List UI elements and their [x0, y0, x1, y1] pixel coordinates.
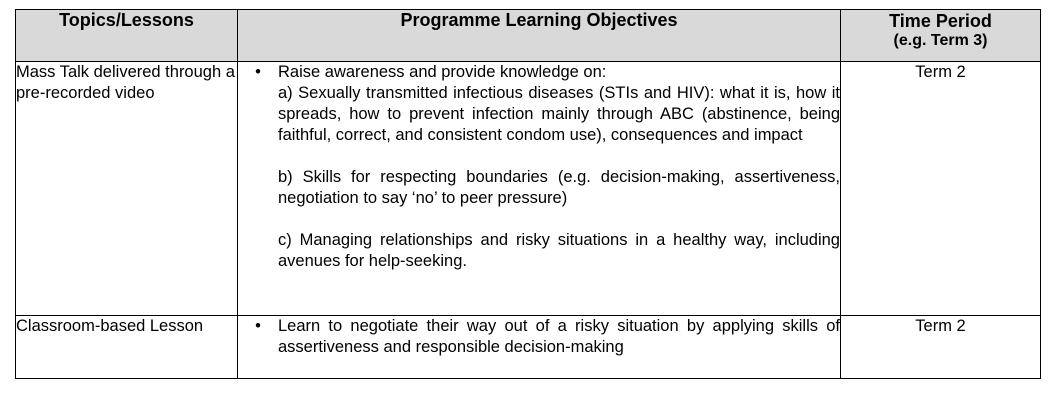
bullet-icon: •: [255, 63, 261, 81]
objective-body: [278, 62, 840, 272]
topic-cell: Mass Talk delivered through a pre-recorded video: [16, 62, 238, 316]
objective-sub-item-b: b) Skills for respecting boundaries (e.g. decision-making, assertiveness, negotiation to say ‘no’ to peer pressure): [278, 168, 840, 207]
objective-sub-item-c: c) Managing relationships and risky situations in a healthy way, including avenues for help-seeking.: [278, 231, 840, 270]
objective-bullet-item: [238, 62, 840, 272]
objective-bullet-item: [238, 316, 840, 358]
objective-cell: [238, 62, 841, 316]
table-row: [16, 62, 1041, 316]
objective-cell: [238, 316, 841, 379]
table-row: [16, 316, 1041, 379]
lesson-plan-table: [15, 9, 1041, 379]
table-header-row: [16, 10, 1041, 62]
topic-cell: Classroom-based Lesson: [16, 316, 238, 379]
header-time-period-label: Time Period: [889, 11, 992, 31]
objective-body: Learn to negotiate their way out of a risky situation by applying skills of assertiveness and responsible decision-making: [278, 317, 840, 356]
objective-intro: Raise awareness and provide knowledge on:: [278, 63, 607, 81]
header-topics: Topics/Lessons: [16, 10, 238, 62]
objective-sub-item-a: a) Sexually transmitted infectious diseases (STIs and HIV): what it is, how it spreads, how to prevent infection mainly through ABC (abstinence, being faithful, correct, and consistent condom use), consequences and impact: [278, 84, 840, 144]
period-cell: Term 2: [841, 62, 1041, 316]
header-time-period-note: (e.g. Term 3): [893, 32, 988, 49]
bullet-icon: •: [255, 317, 261, 335]
header-objectives: Programme Learning Objectives: [238, 10, 841, 62]
period-cell: Term 2: [841, 316, 1041, 379]
header-time-period: [841, 10, 1041, 62]
